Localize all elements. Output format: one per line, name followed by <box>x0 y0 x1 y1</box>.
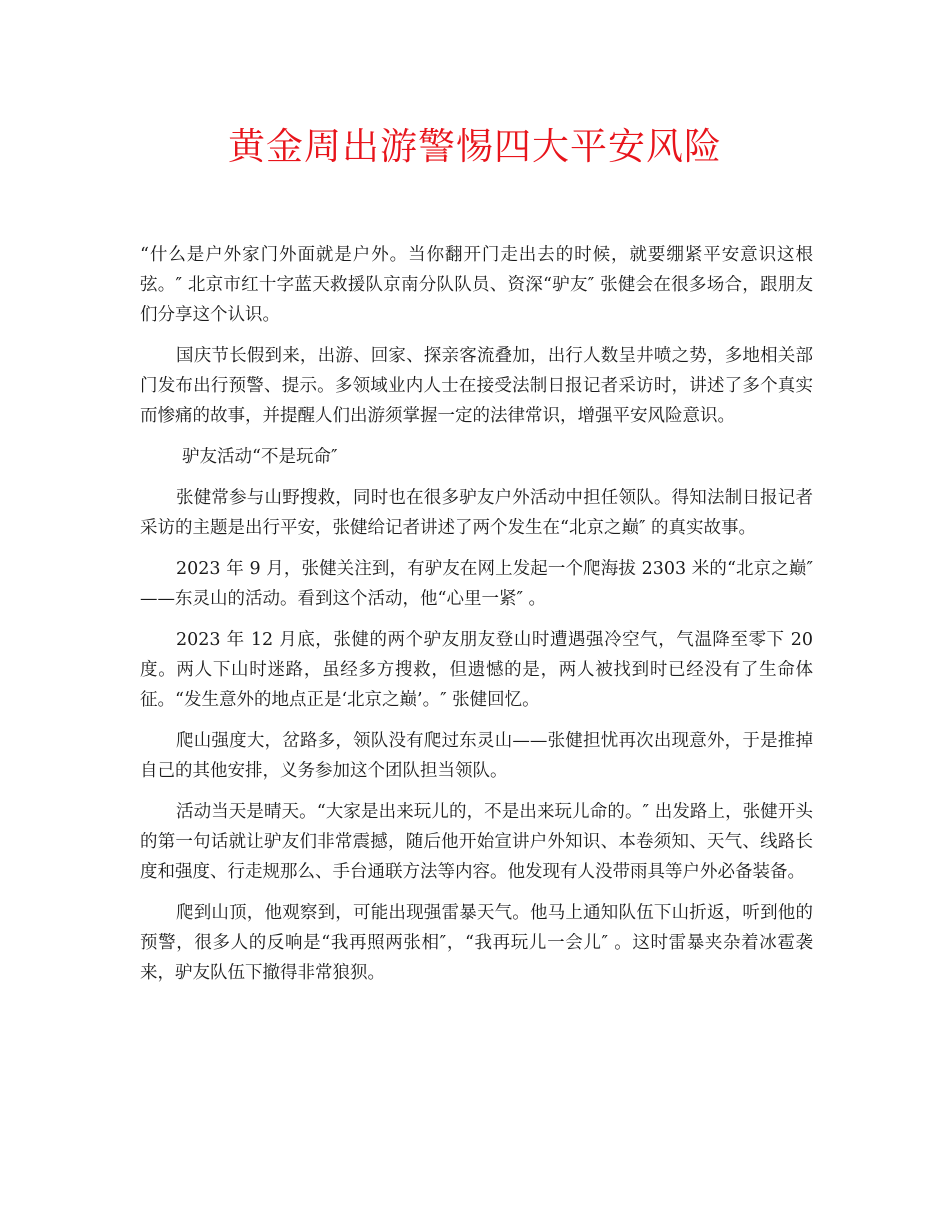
document-title: 黄金周出游警惕四大平安风险 <box>228 125 722 168</box>
paragraph-zhang-jian-intro: 张健常参与山野搜救，同时也在很多驴友户外活动中担任领队。得知法制日报记者采访的主题是出行平安，张健给记者讲述了两个发生在“北京之巅″ 的真实故事。 <box>140 488 813 538</box>
paragraph-intro-quote: “什么是户外家门外面就是户外。当你翻开门走出去的时候，就要绷紧平安意识这根弦。″ 北京市红十字蓝天救援队京南分队队员、资深“驴友″ 张健会在很多场合，跟朋友们分享这个认识。 <box>140 245 813 325</box>
paragraph-dec-accident: 2023 年 12 月底，张健的两个驴友朋友登山时遭遇强冷空气，气温降至零下 20度。两人下山时迷路，虽经多方搜救，但遗憾的是，两人被找到时已经没有了生命体征。“发生意外的地点正是‘北京之巅’。″ 张健回忆。 <box>140 630 813 710</box>
paragraph-summit-storm: 爬到山顶，他观察到，可能出现强雷暴天气。他马上通知队伍下山折返，听到他的预警，很多人的反响是“我再照两张相″，“我再玩儿一会儿″ 。这时雷暴夹杂着冰雹袭来，驴友队伍下撤得非常狼狈。 <box>140 903 813 983</box>
document-body <box>140 240 813 999</box>
section-subheading: 驴友活动“不是玩命″ <box>182 447 338 467</box>
paragraph-sept-event: 2023 年 9 月，张健关注到，有驴友在网上发起一个爬海拔 2303 米的“北京之巅″——东灵山的活动。看到这个活动，他“心里一紧″ 。 <box>140 559 813 609</box>
paragraph-holiday-context: 国庆节长假到来，出游、回家、探亲客流叠加，出行人数呈井喷之势，多地相关部门发布出行预警、提示。多领域业内人士在接受法制日报记者采访时，讲述了多个真实而惨痛的故事，并提醒人们出游须掌握一定的法律常识，增强平安风险意识。 <box>140 346 813 426</box>
paragraph-activity-day: 活动当天是晴天。“大家是出来玩儿的，不是出来玩儿命的。″ 出发路上，张健开头的第一句话就让驴友们非常震撼，随后他开始宣讲户外知识、本卷须知、天气、线路长度和强度、行走规那么、手台通联方法等内容。他发现有人没带雨具等户外必备装备。 <box>140 802 813 882</box>
paragraph-volunteer-leader: 爬山强度大，岔路多，领队没有爬过东灵山——张健担忧再次出现意外，于是推掉自己的其他安排，义务参加这个团队担当领队。 <box>140 731 813 781</box>
